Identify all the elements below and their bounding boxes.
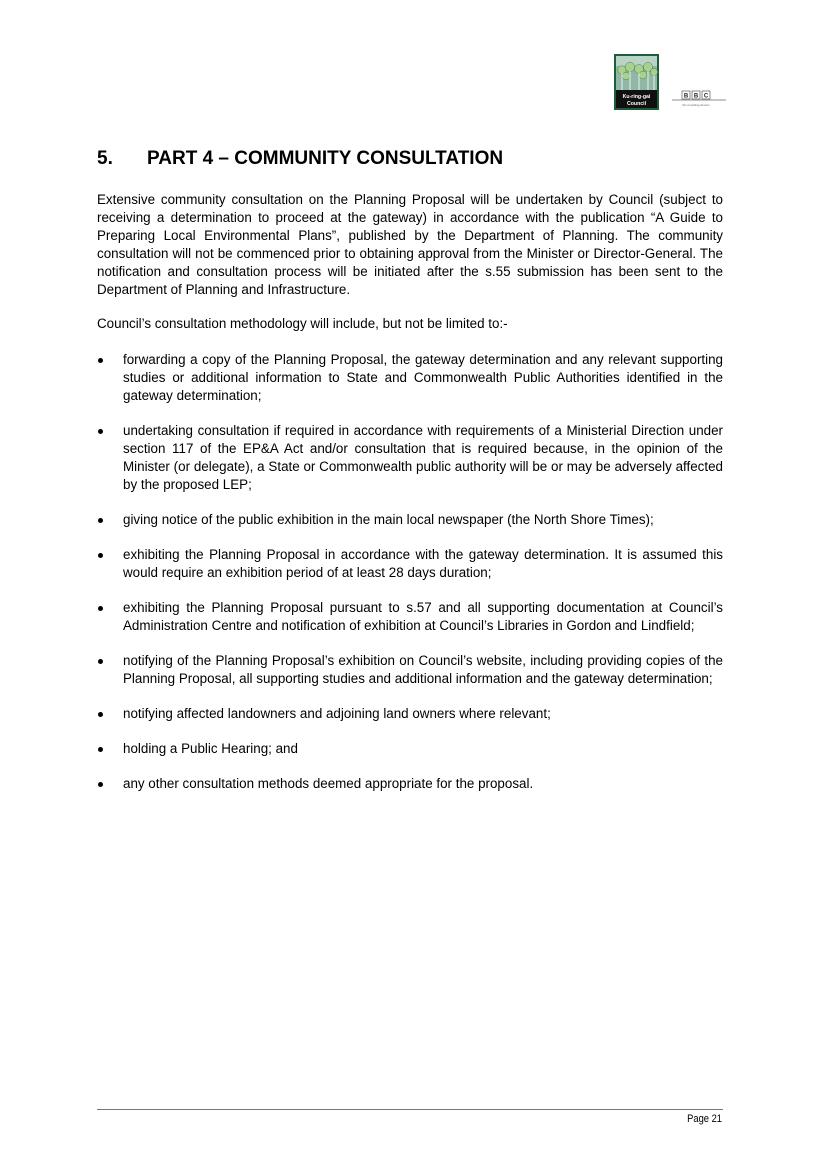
list-item xyxy=(97,422,723,494)
list-item xyxy=(97,599,723,635)
bullet-icon xyxy=(98,429,103,434)
council-logo-line2: Council xyxy=(626,101,647,107)
list-item xyxy=(97,740,723,758)
list-item xyxy=(97,546,723,582)
section-heading xyxy=(97,147,503,171)
list-item-text: undertaking consultation if required in accordance with requirements of a Ministerial Direction under section 117 of the EP&A Act and/or consultation that is required because, in the opinion of the Minister (or delegate), a State or Commonwealth public authority will be or may be adversely affected by the proposed LEP; xyxy=(123,423,723,492)
consultation-methods-list xyxy=(97,351,723,793)
list-item xyxy=(97,705,723,723)
bullet-icon xyxy=(98,358,103,363)
list-item-text: notifying affected landowners and adjoining land owners where relevant; xyxy=(123,706,551,722)
section-number: 5. xyxy=(97,148,113,169)
footer-divider xyxy=(97,1109,723,1110)
bbc-logo-letter-2: B xyxy=(693,93,699,100)
bbc-logo-tagline: bbc consulting planners xyxy=(682,104,710,107)
list-item-text: giving notice of the public exhibition in the main local newspaper (the North Shore Times); xyxy=(123,512,654,528)
list-item-text: exhibiting the Planning Proposal pursuant to s.57 and all supporting documentation at Council’s Administration Centre and notification of exhibition at Council’s Libraries in Gordon and Lindfield; xyxy=(123,600,723,634)
section-title: PART 4 – COMMUNITY CONSULTATION xyxy=(147,148,504,169)
bullet-icon xyxy=(98,747,103,752)
body-content xyxy=(97,191,723,810)
list-item xyxy=(97,775,723,793)
header-logos xyxy=(614,54,726,112)
list-item-text: exhibiting the Planning Proposal in accordance with the gateway determination. It is assumed this would require an exhibition period of at least 28 days duration; xyxy=(123,547,723,581)
list-item xyxy=(97,511,723,529)
page-number: Page 21 xyxy=(687,1113,722,1125)
bullet-icon xyxy=(98,518,103,523)
bbc-logo-letter-1: B xyxy=(683,93,689,100)
ku-ring-gai-council-logo xyxy=(614,54,659,110)
list-item-text: any other consultation methods deemed appropriate for the proposal. xyxy=(123,776,534,792)
list-item xyxy=(97,652,723,688)
list-item xyxy=(97,351,723,405)
bullet-icon xyxy=(98,553,103,558)
bbc-consulting-logo xyxy=(672,88,726,110)
bullet-icon xyxy=(98,606,103,611)
methodology-paragraph: Council’s consultation methodology will include, but not be limited to:- xyxy=(97,316,508,332)
bullet-icon xyxy=(98,659,103,664)
intro-paragraph: Extensive community consultation on the Planning Proposal will be undertaken by Council (subject to receiving a determination to proceed at the gateway) in accordance with the publication “A Guide to Preparing Local Environmental Plans”, published by the Department of Planning. The community consultation will not be commenced prior to obtaining approval from the Minister or Director-General. The notification and consultation process will be initiated after the s.55 submission has been sent to the Department of Planning and Infrastructure. xyxy=(97,192,723,297)
bullet-icon xyxy=(98,782,103,787)
bullet-icon xyxy=(98,712,103,717)
list-item-text: notifying of the Planning Proposal’s exhibition on Council’s website, including providing copies of the Planning Proposal, all supporting studies and additional information and the gateway determination; xyxy=(123,653,723,687)
list-item-text: holding a Public Hearing; and xyxy=(123,741,298,757)
council-logo-line1: Ku-ring-gai xyxy=(622,94,651,100)
bbc-logo-letter-3: C xyxy=(703,93,709,100)
list-item-text: forwarding a copy of the Planning Proposal, the gateway determination and any relevant supporting studies or additional information to State and Commonwealth Public Authorities identified in the gateway determination; xyxy=(123,352,723,404)
